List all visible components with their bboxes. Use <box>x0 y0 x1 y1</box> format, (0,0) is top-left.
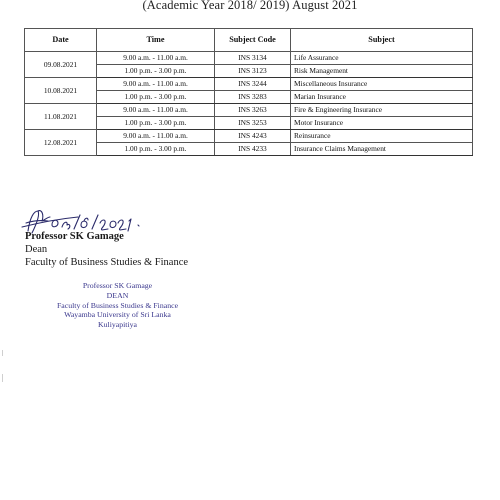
time-cell: 1.00 p.m. - 3.00 p.m. <box>97 143 215 156</box>
table-row <box>25 130 473 143</box>
stamp-line: Professor SK Gamage <box>82 281 153 290</box>
subject-code-cell: INS 3244 <box>215 78 291 91</box>
time-cell: 1.00 p.m. - 3.00 p.m. <box>97 91 215 104</box>
signatory-block <box>25 230 188 269</box>
time-cell: 9.00 a.m. - 11.00 a.m. <box>97 104 215 117</box>
date-cell: 10.08.2021 <box>25 78 97 104</box>
subject-code-cell: INS 3253 <box>215 117 291 130</box>
subject-cell: Insurance Claims Management <box>291 143 473 156</box>
exam-timetable <box>24 28 473 156</box>
time-cell: 9.00 a.m. - 11.00 a.m. <box>97 52 215 65</box>
table-row <box>25 78 473 91</box>
subject-code-cell: INS 3134 <box>215 52 291 65</box>
subject-cell: Reinsurance <box>291 130 473 143</box>
date-cell: 12.08.2021 <box>25 130 97 156</box>
subject-cell: Risk Management <box>291 65 473 78</box>
column-header-subject-code: Subject Code <box>215 29 291 52</box>
signatory-title: Dean <box>25 244 48 255</box>
subject-cell: Marian Insurance <box>291 91 473 104</box>
subject-code-cell: INS 3283 <box>215 91 291 104</box>
signatory-name: Professor SK Gamage <box>25 231 124 242</box>
subject-cell: Fire & Engineering Insurance <box>291 104 473 117</box>
subject-cell: Miscellaneous Insurance <box>291 78 473 91</box>
time-cell: 1.00 p.m. - 3.00 p.m. <box>97 65 215 78</box>
date-cell: 11.08.2021 <box>25 104 97 130</box>
signatory-faculty: Faculty of Business Studies & Finance <box>25 257 189 268</box>
stamp-line: DEAN <box>106 290 129 300</box>
official-stamp <box>30 281 205 330</box>
table-row <box>25 52 473 65</box>
subject-code-cell: INS 3263 <box>215 104 291 117</box>
table-header-row <box>25 29 473 52</box>
table-row <box>25 104 473 117</box>
stamp-line: Wayamba University of Sri Lanka <box>64 310 171 320</box>
stamp-line: Kuliyapitiya <box>98 320 137 330</box>
stamp-line: Faculty of Business Studies & Finance <box>56 300 179 310</box>
time-cell: 1.00 p.m. - 3.00 p.m. <box>97 117 215 130</box>
scan-artifact <box>2 374 3 382</box>
subject-code-cell: INS 4243 <box>215 130 291 143</box>
exam-period-subtitle: (Academic Year 2018/ 2019) August 2021 <box>142 0 358 12</box>
scan-artifact <box>2 350 3 356</box>
subject-code-cell: INS 4233 <box>215 143 291 156</box>
time-cell: 9.00 a.m. - 11.00 a.m. <box>97 130 215 143</box>
column-header-subject: Subject <box>291 29 473 52</box>
date-cell: 09.08.2021 <box>25 52 97 78</box>
time-cell: 9.00 a.m. - 11.00 a.m. <box>97 78 215 91</box>
column-header-time: Time <box>97 29 215 52</box>
column-header-date: Date <box>25 29 97 52</box>
subject-code-cell: INS 3123 <box>215 65 291 78</box>
subject-cell: Motor Insurance <box>291 117 473 130</box>
subject-cell: Life Assurance <box>291 52 473 65</box>
